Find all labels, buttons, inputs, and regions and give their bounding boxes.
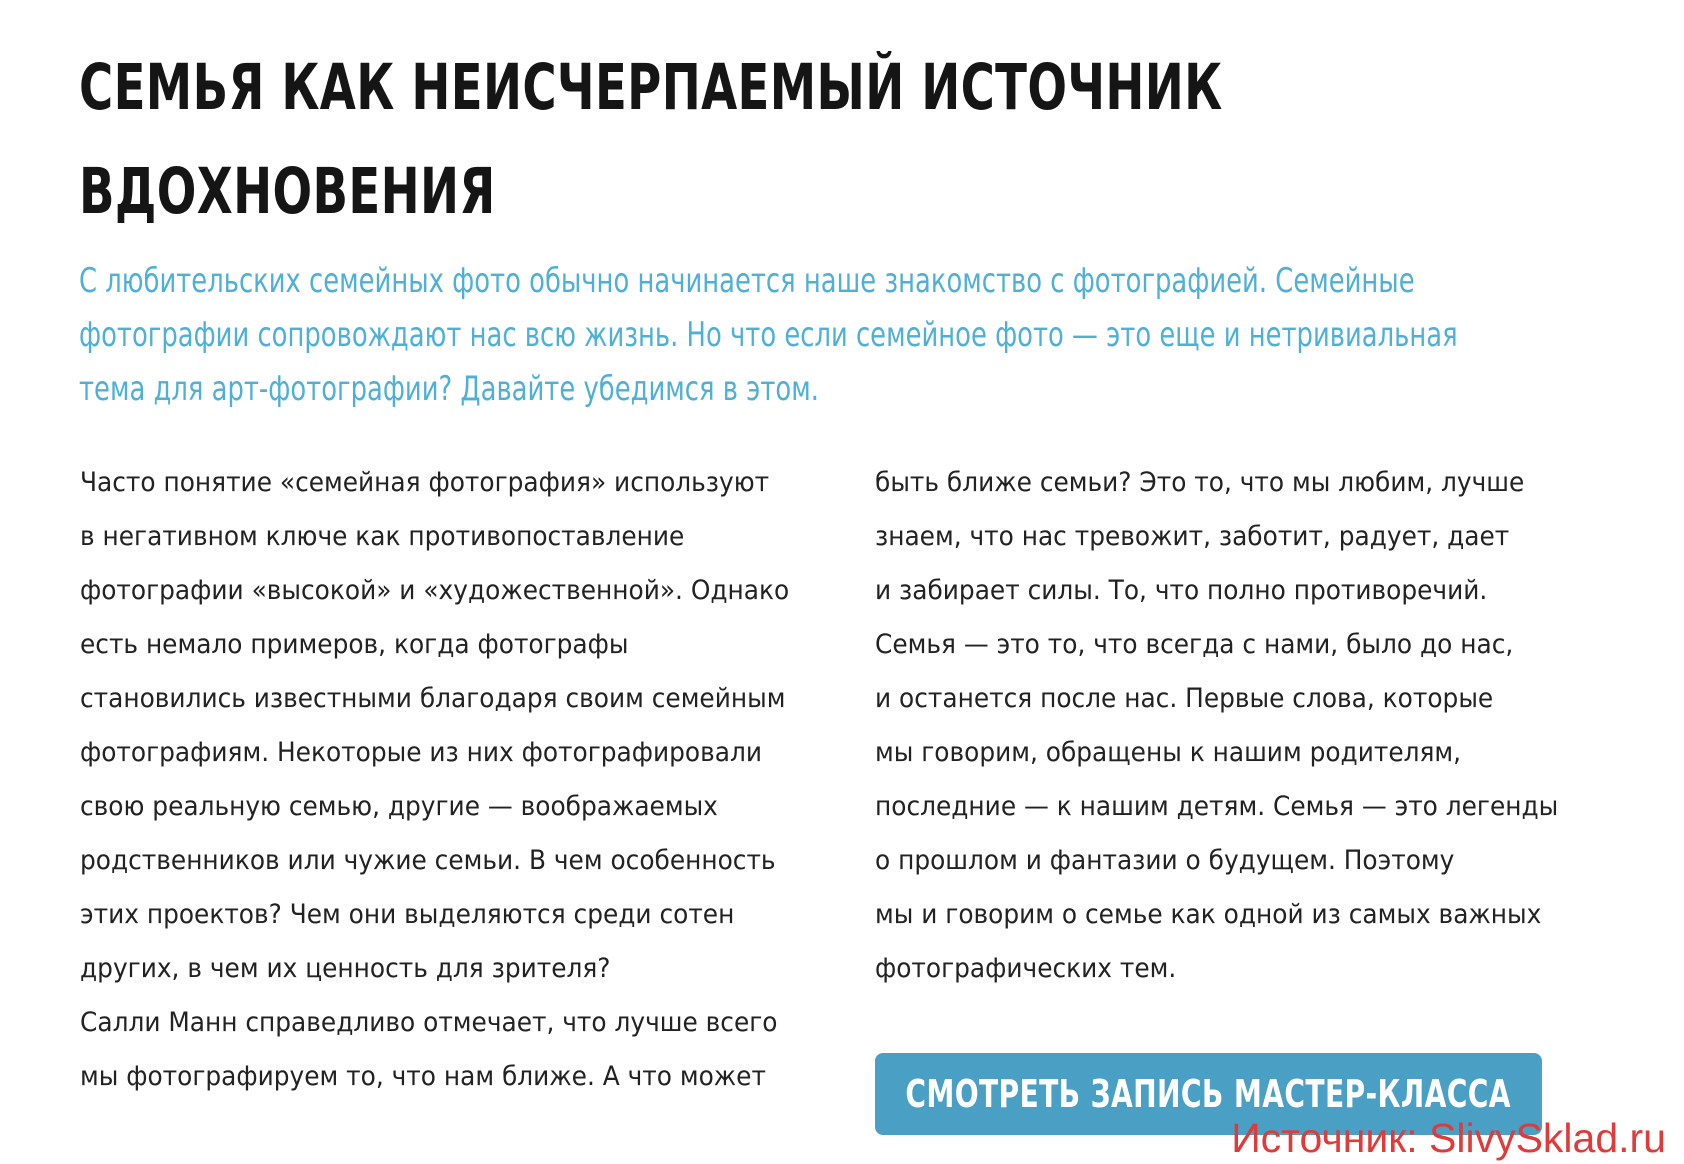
body-line: знаем, что нас тревожит, заботит, радует, дает bbox=[875, 521, 1510, 552]
body-line: быть ближе семьи? Это то, что мы любим, лучше bbox=[875, 467, 1525, 498]
body-line: Салли Манн справедливо отмечает, что лучше всего bbox=[80, 1007, 778, 1038]
body-line: и забирает силы. То, что полно противоречий. bbox=[875, 575, 1488, 606]
body-line: мы и говорим о семье как одной из самых важных bbox=[875, 899, 1542, 930]
body-line: последние — к нашим детям. Семья — это легенды bbox=[875, 791, 1559, 822]
body-line: мы фотографируем то, что нам ближе. А что может bbox=[80, 1061, 766, 1092]
lead-line: тема для арт-фотографии? Давайте убедимся в этом. bbox=[79, 369, 819, 409]
body-line: фотографиям. Некоторые из них фотографировали bbox=[80, 737, 762, 768]
watch-recording-button-label: СМОТРЕТЬ ЗАПИСЬ МАСТЕР-КЛАССА bbox=[905, 1072, 1512, 1116]
lead-line: С любительских семейных фото обычно начинается наше знакомство с фотографией. Семейные bbox=[79, 261, 1415, 301]
title-line: СЕМЬЯ КАК НЕИСЧЕРПАЕМЫЙ ИСТОЧНИК bbox=[79, 51, 1223, 124]
body-column-left bbox=[80, 456, 860, 1104]
body-line: о прошлом и фантазии о будущем. Поэтому bbox=[875, 845, 1455, 876]
body-line: в негативном ключе как противопоставление bbox=[80, 521, 685, 552]
body-line: становились известными благодаря своим семейным bbox=[80, 683, 786, 714]
body-line: есть немало примеров, когда фотографы bbox=[80, 629, 629, 660]
body-line: фотографии «высокой» и «художественной». Однако bbox=[80, 575, 790, 606]
body-line: этих проектов? Чем они выделяются среди сотен bbox=[80, 899, 735, 930]
body-line: других, в чем их ценность для зрителя? bbox=[80, 953, 611, 984]
body-line: Семья — это то, что всегда с нами, было до нас, bbox=[875, 629, 1514, 660]
source-watermark: Источник: SlivySklad.ru bbox=[1231, 1115, 1666, 1161]
body-line: мы говорим, обращены к нашим родителям, bbox=[875, 737, 1462, 768]
body-column-right bbox=[875, 456, 1665, 996]
body-line: Часто понятие «семейная фотография» используют bbox=[80, 467, 770, 498]
body-line: фотографических тем. bbox=[875, 953, 1177, 984]
lead-line: фотографии сопровождают нас всю жизнь. Но что если семейное фото — это еще и нетривиальная bbox=[79, 315, 1458, 355]
body-line: и останется после нас. Первые слова, которые bbox=[875, 683, 1494, 714]
page-title bbox=[79, 36, 1619, 244]
lead-paragraph bbox=[79, 254, 1639, 416]
title-line: ВДОХНОВЕНИЯ bbox=[79, 155, 496, 228]
body-line: свою реальную семью, другие — воображаемых bbox=[80, 791, 718, 822]
body-line: родственников или чужие семьи. В чем особенность bbox=[80, 845, 776, 876]
